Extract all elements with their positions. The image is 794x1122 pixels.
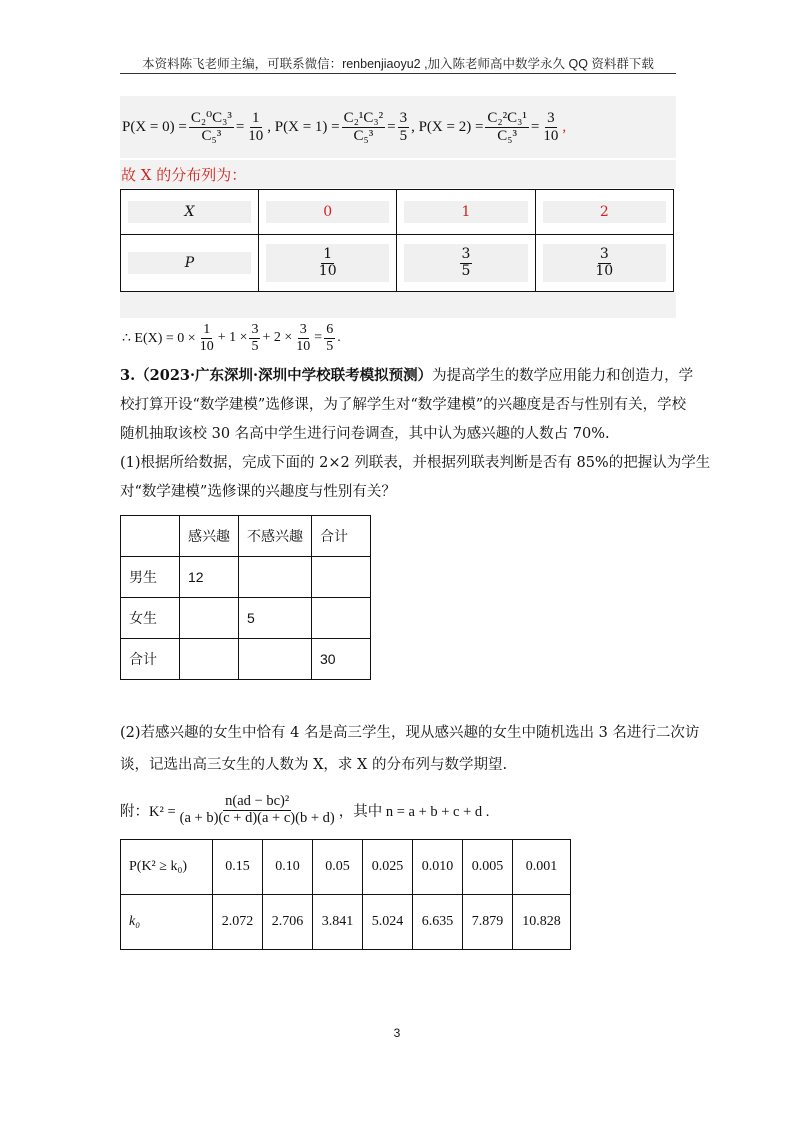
p0-value-fraction bbox=[246, 110, 265, 144]
p0-lhs: P(X = 0) = bbox=[122, 118, 187, 135]
k-value-cell: 7.879 bbox=[463, 895, 513, 950]
k-value-cell: 2.706 bbox=[263, 895, 313, 950]
k-value-cell: 10.828 bbox=[513, 895, 571, 950]
problem-3-line: 随机抽取该校 30 名高中学生进行问卷调查，其中认为感兴趣的人数占 70%. bbox=[120, 426, 610, 442]
ct-cell bbox=[180, 598, 239, 639]
ct-cell bbox=[312, 598, 371, 639]
p1-value-fraction bbox=[398, 110, 410, 144]
k-row1-label: P(K² ≥ k₀) bbox=[121, 840, 213, 895]
exp-term: = bbox=[314, 330, 323, 345]
dist-p-fraction bbox=[593, 247, 615, 279]
p0-eq: = bbox=[235, 118, 245, 135]
dist-p-den: 10 bbox=[318, 262, 337, 279]
ct-header-cell bbox=[121, 516, 180, 557]
exp-num: 6 bbox=[326, 322, 334, 338]
ct-cell bbox=[239, 557, 312, 598]
prob-line-end: , bbox=[562, 118, 567, 135]
exp-fraction bbox=[249, 322, 260, 354]
problem-source: （2023·广东深圳·深圳中学校联考模拟预测） bbox=[135, 367, 433, 384]
p2-value-fraction bbox=[541, 110, 560, 144]
k-p-cell: 0.005 bbox=[463, 840, 513, 895]
dist-x-label: X bbox=[128, 201, 251, 223]
ct-cell: 男生 bbox=[121, 557, 180, 598]
problem-3-line: 对“数学建模”选修课的兴趣度与性别有关？ bbox=[120, 484, 396, 500]
exp-den: 5 bbox=[251, 338, 259, 354]
p2-eq: = bbox=[530, 118, 540, 135]
ct-cell: 合计 bbox=[121, 639, 180, 680]
dist-p-num: 1 bbox=[323, 246, 333, 263]
formula-den: (a + b)(c + d)(a + c)(b + d) bbox=[179, 809, 335, 826]
p2-comb-den: C₅³ bbox=[497, 127, 518, 144]
part-2-line: 谈，记选出高三女生的人数为 X，求 X 的分布列与数学期望. bbox=[120, 757, 508, 773]
probability-formula bbox=[122, 104, 566, 150]
dist-p-num: 3 bbox=[599, 246, 609, 263]
ct-cell: 女生 bbox=[121, 598, 180, 639]
dist-p-den: 10 bbox=[595, 262, 614, 279]
p1-comb-den: C₅³ bbox=[353, 127, 374, 144]
formula-fraction bbox=[178, 794, 337, 827]
p0-comb-num: C₂⁰C₃³ bbox=[190, 110, 232, 126]
formula-prefix: 附：K² = bbox=[120, 803, 176, 820]
problem-3-line: 校打算开设“数学建模”选修课，为了解学生对“数学建模”的兴趣度是否与性别有关，学校 bbox=[120, 397, 687, 413]
k-value-cell: 2.072 bbox=[213, 895, 263, 950]
ct-cell: 12 bbox=[180, 557, 239, 598]
p2-comb-num: C₂²C₃¹ bbox=[487, 110, 527, 126]
dist-p-label: P bbox=[128, 252, 251, 274]
dist-p-den: 5 bbox=[461, 262, 471, 279]
exp-term: + 2 × bbox=[262, 330, 293, 345]
part-2-text bbox=[120, 717, 700, 781]
k-p-cell: 0.15 bbox=[213, 840, 263, 895]
expectation-formula bbox=[122, 318, 341, 358]
formula-suffix: ，其中 n = a + b + c + d . bbox=[338, 803, 490, 820]
ct-cell bbox=[180, 639, 239, 680]
p1-value-num: 3 bbox=[399, 110, 408, 126]
contingency-table bbox=[120, 515, 371, 680]
critical-value-table bbox=[120, 839, 571, 950]
k-value-cell: 6.635 bbox=[413, 895, 463, 950]
p1-comb-fraction bbox=[342, 110, 385, 144]
ct-header-cell: 感兴趣 bbox=[180, 516, 239, 557]
k-value-cell: 5.024 bbox=[363, 895, 413, 950]
expectation-prefix: ∴ E(X) = 0 × bbox=[122, 330, 196, 346]
exp-num: 1 bbox=[203, 322, 211, 338]
dist-intro: 故 X 的分布列为： bbox=[121, 166, 247, 184]
p2-value-den: 10 bbox=[543, 127, 559, 144]
k-p-cell: 0.05 bbox=[313, 840, 363, 895]
p1-lhs: , P(X = 1) = bbox=[267, 118, 340, 135]
page-number: 3 bbox=[393, 1026, 401, 1040]
dist-x-value: 0 bbox=[266, 201, 389, 223]
ct-cell: 5 bbox=[239, 598, 312, 639]
dist-x-cell bbox=[259, 190, 397, 235]
k-p-cell: 0.010 bbox=[413, 840, 463, 895]
exp-num: 3 bbox=[251, 322, 259, 338]
ct-cell bbox=[312, 557, 371, 598]
dist-x-label-cell bbox=[121, 190, 259, 235]
dist-p-label-cell bbox=[121, 235, 259, 292]
k-p-cell: 0.025 bbox=[363, 840, 413, 895]
p1-eq: = bbox=[387, 118, 396, 135]
k-p-cell: 0.10 bbox=[263, 840, 313, 895]
dist-p-cell bbox=[259, 235, 397, 292]
problem-number: 3. bbox=[120, 367, 136, 384]
distribution-table bbox=[120, 189, 674, 292]
exp-fraction bbox=[198, 322, 216, 354]
blank-band bbox=[120, 292, 676, 318]
ct-header-cell: 合计 bbox=[312, 516, 371, 557]
dist-x-cell bbox=[535, 190, 673, 235]
exp-den: 10 bbox=[296, 338, 311, 354]
dist-x-cell bbox=[397, 190, 535, 235]
problem-3-text bbox=[120, 361, 711, 507]
dist-p-fraction bbox=[460, 247, 473, 279]
p0-value-den: 10 bbox=[248, 127, 264, 144]
p2-value-num: 3 bbox=[547, 110, 555, 126]
exp-fraction bbox=[294, 322, 312, 354]
exp-num: 3 bbox=[299, 322, 307, 338]
k-row2-label: k₀ bbox=[121, 895, 213, 950]
exp-den: 5 bbox=[326, 338, 334, 354]
ct-header-cell: 不感兴趣 bbox=[239, 516, 312, 557]
dist-p-num: 3 bbox=[461, 246, 471, 263]
dist-p-bg bbox=[543, 244, 666, 282]
dist-x-value: 1 bbox=[404, 201, 527, 223]
k-value-cell: 3.841 bbox=[313, 895, 363, 950]
k-p-cell: 0.001 bbox=[513, 840, 571, 895]
exp-end: . bbox=[337, 330, 341, 345]
dist-p-bg bbox=[404, 244, 527, 282]
exp-term: + 1 × bbox=[217, 330, 248, 345]
p2-comb-fraction bbox=[485, 110, 528, 144]
exp-fraction bbox=[324, 322, 335, 354]
page-header: 本资料陈飞老师主编，可联系微信：renbenjiaoyu2 ,加入陈老师高中数学永久 QQ 资料群下载 bbox=[142, 57, 654, 71]
part-2-line: (2)若感兴趣的女生中恰有 4 名是高三学生，现从感兴趣的女生中随机选出 3 名进行二次访 bbox=[120, 725, 700, 741]
p1-value-den: 5 bbox=[399, 127, 408, 144]
p0-value-num: 1 bbox=[252, 110, 260, 126]
problem-line-text: 为提高学生的数学应用能力和创造力，学 bbox=[432, 368, 694, 384]
p0-comb-den: C₅³ bbox=[201, 127, 222, 144]
dist-p-cell bbox=[397, 235, 535, 292]
ct-cell: 30 bbox=[312, 639, 371, 680]
formula-num: n(ad − bc)² bbox=[225, 792, 290, 809]
dist-p-cell bbox=[535, 235, 673, 292]
problem-3-line: (1)根据所给数据，完成下面的 2×2 列联表，并根据列联表判断是否有 85%的把握认为学生 bbox=[120, 455, 711, 471]
p0-comb-fraction bbox=[189, 110, 234, 144]
header-divider bbox=[120, 73, 676, 74]
dist-p-fraction bbox=[317, 247, 339, 279]
ct-cell bbox=[239, 639, 312, 680]
p1-comb-num: C₂¹C₃² bbox=[343, 110, 384, 126]
p2-lhs: , P(X = 2) = bbox=[411, 118, 484, 135]
exp-den: 10 bbox=[199, 338, 214, 354]
chi-square-formula bbox=[120, 788, 489, 832]
problem-3-line bbox=[120, 361, 694, 391]
dist-x-value: 2 bbox=[543, 201, 666, 223]
dist-p-bg bbox=[266, 244, 389, 282]
